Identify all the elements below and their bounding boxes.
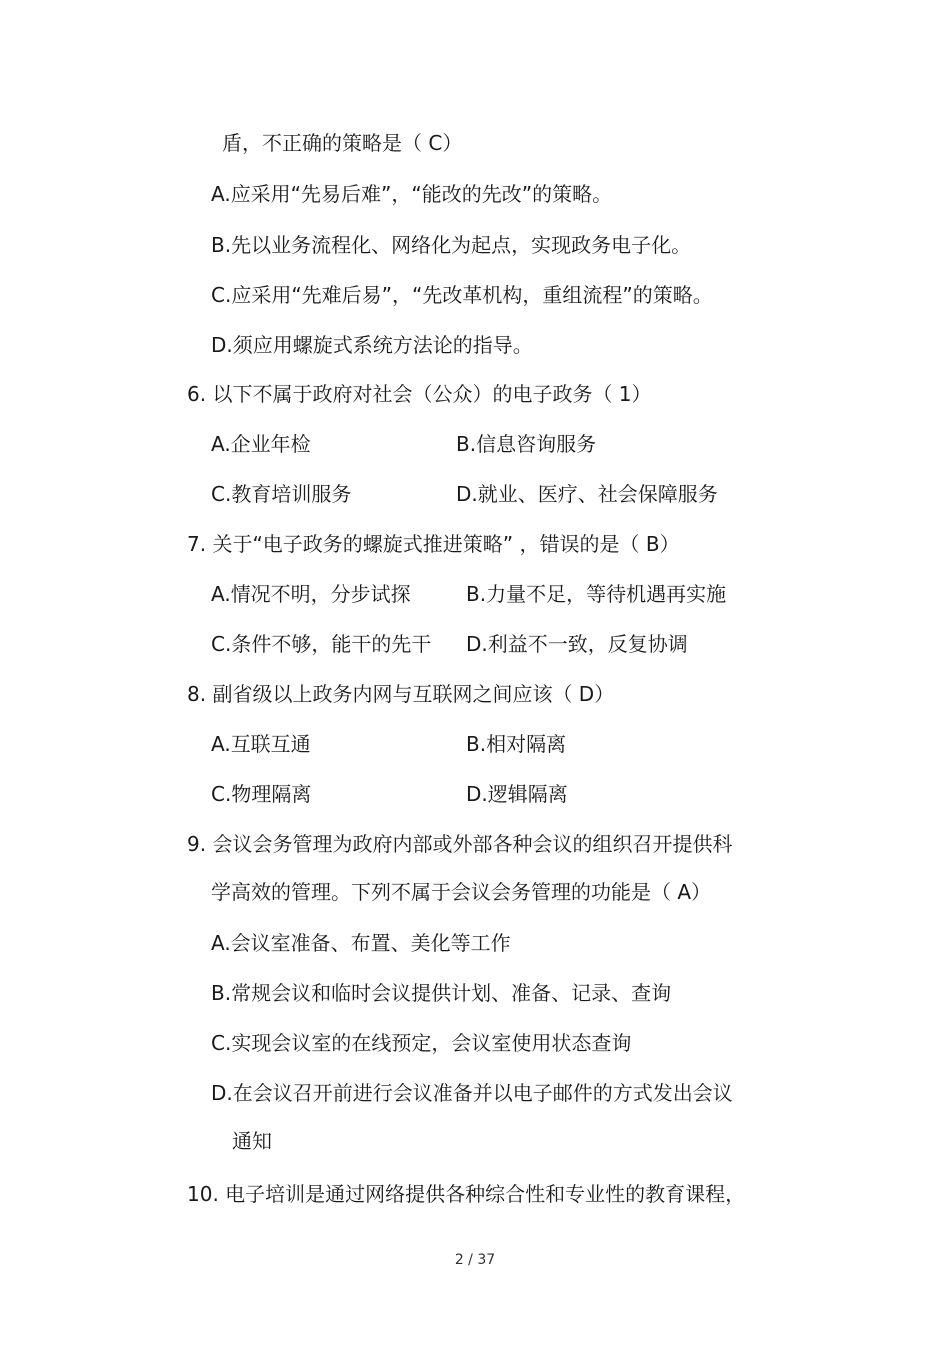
question-5-continuation: 盾，不正确的策略是（ C） xyxy=(222,131,463,155)
option-5a: A.应采用“先易后难”，“能改的先改”的策略。 xyxy=(211,182,613,206)
page-number: 2 / 37 xyxy=(454,1252,496,1268)
question-8: 8. 副省级以上政务内网与互联网之间应该（ D） xyxy=(187,682,615,706)
option-6a: A.企业年检 xyxy=(211,432,311,456)
option-7a: A.情况不明，分步试探 xyxy=(211,582,411,606)
option-6d: D.就业、医疗、社会保障服务 xyxy=(456,482,718,506)
question-9-continuation: 学高效的管理。下列不属于会议会务管理的功能是（ A） xyxy=(211,880,712,904)
option-8c: C.物理隔离 xyxy=(211,782,312,806)
option-9d-continuation: 通知 xyxy=(232,1129,272,1153)
option-5b: B.先以业务流程化、网络化为起点，实现政务电子化。 xyxy=(211,233,692,257)
option-8b: B.相对隔离 xyxy=(466,732,567,756)
option-7b: B.力量不足，等待机遇再实施 xyxy=(466,582,727,606)
option-9a: A.会议室准备、布置、美化等工作 xyxy=(211,931,511,955)
question-9: 9. 会议会务管理为政府内部或外部各种会议的组织召开提供科 xyxy=(187,832,733,856)
question-10: 10. 电子培训是通过网络提供各种综合性和专业性的教育课程， xyxy=(187,1182,746,1206)
option-6c: C.教育培训服务 xyxy=(211,482,352,506)
option-8a: A.互联互通 xyxy=(211,732,311,756)
option-7d: D.利益不一致，反复协调 xyxy=(466,632,688,656)
option-5c: C.应采用“先难后易”，“先改革机构，重组流程”的策略。 xyxy=(211,283,713,307)
option-6b: B.信息咨询服务 xyxy=(456,432,597,456)
option-7c: C.条件不够，能干的先干 xyxy=(211,632,432,656)
option-5d: D.须应用螺旋式系统方法论的指导。 xyxy=(211,333,533,357)
question-6: 6. 以下不属于政府对社会（公众）的电子政务（ 1） xyxy=(187,382,652,406)
option-9c: C.实现会议室的在线预定，会议室使用状态查询 xyxy=(211,1031,632,1055)
option-9b: B.常规会议和临时会议提供计划、准备、记录、查询 xyxy=(211,981,672,1005)
option-8d: D.逻辑隔离 xyxy=(466,782,568,806)
question-7: 7. 关于“电子政务的螺旋式推进策略” ，错误的是（ B） xyxy=(187,532,680,556)
option-9d: D.在会议召开前进行会议准备并以电子邮件的方式发出会议 xyxy=(211,1081,733,1105)
